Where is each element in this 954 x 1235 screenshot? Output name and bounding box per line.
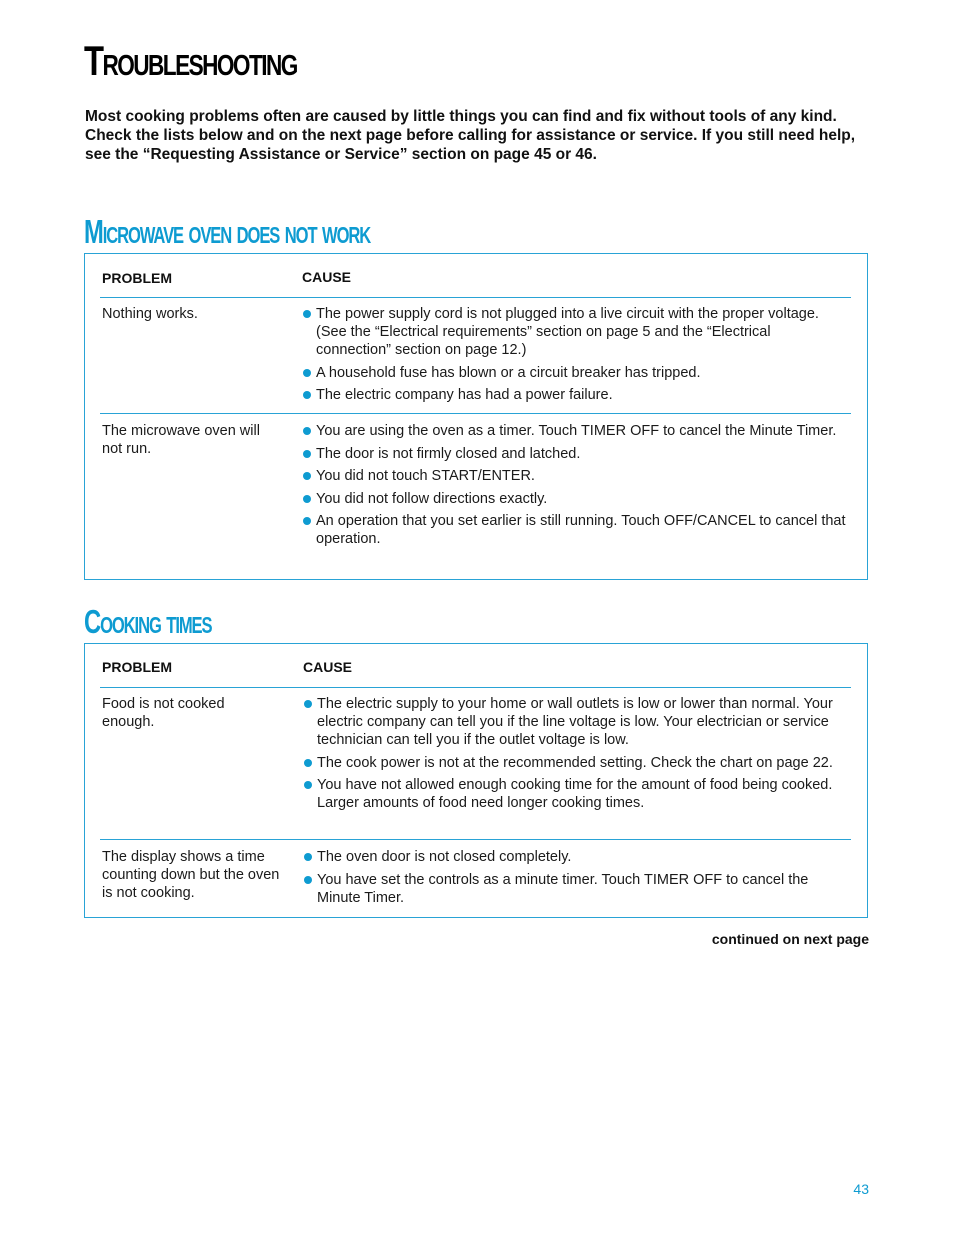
section-title-cooking-times-text: Cooking times: [84, 603, 212, 640]
page-title-text: Troubleshooting: [84, 37, 297, 84]
continued-note: continued on next page: [711, 931, 869, 947]
cause-text: You have set the controls as a minute timer. Touch TIMER OFF to cancel the Minute Timer.: [317, 871, 809, 906]
cause-list: [303, 848, 848, 911]
problem-text: Food is not cooked enough.: [102, 696, 225, 730]
cause-text: The oven door is not closed completely.: [317, 849, 572, 865]
cause-text: The electric supply to your home or wall outlets is low or lower than normal. Your electric company can tell you if the line voltage is low. Your electrician or service technician can tell you if the outlet voltage is low.: [317, 696, 833, 748]
bullet-icon: [303, 495, 311, 503]
cause-list: [302, 422, 847, 553]
list-item: [302, 364, 847, 382]
bullet-icon: [304, 853, 312, 861]
list-item: [303, 871, 848, 907]
list-item: [303, 695, 848, 749]
header-cause: CAUSE: [302, 269, 352, 285]
list-item: [302, 422, 847, 440]
list-item: [302, 305, 847, 359]
header-problem: PROBLEM: [102, 659, 172, 675]
header-problem: PROBLEM: [102, 270, 172, 286]
cause-text: The door is not firmly closed and latched.: [316, 445, 581, 462]
list-item: [303, 754, 848, 772]
section-title-microwave-text: Microwave oven does not work: [84, 213, 371, 250]
problem-text: Nothing works.: [102, 306, 198, 322]
row-divider: [100, 413, 851, 414]
section-title-microwave: [84, 215, 370, 248]
section-title-cooking-times: [84, 605, 211, 638]
troubleshooting-table-cooking-times: [84, 643, 868, 918]
problem-text: The microwave oven will not run.: [102, 423, 260, 457]
intro-paragraph: Most cooking problems often are caused by little things you can find and fix without tools of any kind. Check the lists below and on the next page before calling for assistance or service. If you still need help, see the “Requesting Assistance or Service” section on page 45 or 46.: [85, 108, 856, 163]
bullet-icon: [304, 700, 312, 708]
cause-text: You did not touch START/ENTER.: [316, 468, 535, 484]
cause-text: You did not follow directions exactly.: [316, 490, 548, 507]
cause-list: [302, 305, 847, 409]
bullet-icon: [303, 310, 311, 318]
header-divider: [100, 297, 851, 298]
cause-list: [303, 695, 848, 817]
bullet-icon: [303, 391, 311, 399]
cause-text: You have not allowed enough cooking time for the amount of food being cooked. Larger amounts of food need longer cooking times.: [317, 777, 833, 811]
cause-text: You are using the oven as a timer. Touch TIMER OFF to cancel the Minute Timer.: [316, 423, 837, 439]
page-title: [84, 37, 297, 84]
cause-text: The cook power is not at the recommended setting. Check the chart on page 22.: [317, 754, 833, 771]
cause-text: The electric company has had a power failure.: [316, 387, 613, 403]
troubleshooting-table-microwave: [84, 253, 868, 580]
bullet-icon: [304, 759, 312, 767]
list-item: [303, 848, 848, 866]
bullet-icon: [304, 781, 312, 789]
cause-text: An operation that you set earlier is still running. Touch OFF/CANCEL to cancel that operation.: [316, 513, 846, 547]
list-item: [302, 386, 847, 404]
bullet-icon: [303, 472, 311, 480]
bullet-icon: [303, 450, 311, 458]
header-divider: [100, 687, 851, 688]
list-item: [302, 512, 847, 548]
list-item: [302, 490, 847, 508]
cause-text: The power supply cord is not plugged into a live circuit with the proper voltage. (See the “Electrical requirements” section on page 5 and the “Electrical connection” section on page 12.): [316, 306, 819, 358]
list-item: [302, 467, 847, 485]
bullet-icon: [303, 517, 311, 525]
row-divider: [100, 839, 851, 840]
list-item: [303, 776, 848, 812]
cause-text: A household fuse has blown or a circuit breaker has tripped.: [316, 364, 701, 381]
bullet-icon: [303, 427, 311, 435]
header-cause: CAUSE: [303, 659, 353, 675]
problem-text: The display shows a time counting down but the oven is not cooking.: [102, 849, 280, 901]
page-number: 43: [853, 1181, 869, 1197]
bullet-icon: [304, 876, 312, 884]
list-item: [302, 445, 847, 463]
bullet-icon: [303, 369, 311, 377]
